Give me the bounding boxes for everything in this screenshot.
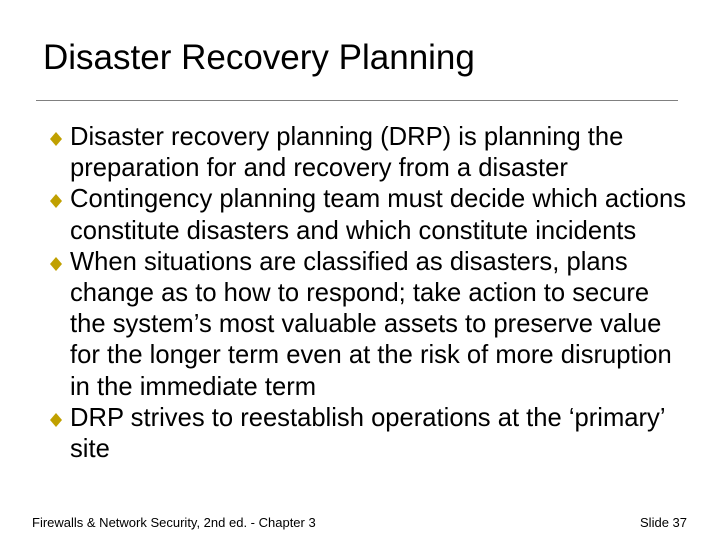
- bullet-text: Contingency planning team must decide which actions constitute disasters and which constitute incidents: [70, 185, 687, 245]
- bullet-item: [48, 184, 688, 246]
- diamond-bullet-icon: [50, 257, 62, 271]
- bullet-text: DRP strives to reestablish operations at the ‘primary’ site: [70, 403, 665, 464]
- title-divider: [36, 100, 678, 101]
- footer-slide-number: Slide 37: [640, 515, 687, 530]
- diamond-bullet-icon: [50, 194, 62, 208]
- bullet-item: [48, 122, 688, 184]
- diamond-bullet-icon: [50, 413, 62, 427]
- bullet-list: [48, 122, 688, 465]
- bullet-item: [48, 403, 688, 465]
- diamond-bullet-icon: [50, 132, 62, 146]
- footer-course-title: Firewalls & Network Security, 2nd ed. - Chapter 3: [32, 515, 316, 530]
- slide-title: Disaster Recovery Planning: [43, 38, 475, 77]
- bullet-text: When situations are classified as disasters, plans change as to how to respond; take action to secure the system’s most valuable assets to preserve value for the longer term even at the risk of more disruption in the immediate term: [70, 247, 672, 401]
- bullet-item: [48, 247, 688, 403]
- bullet-text: Disaster recovery planning (DRP) is planning the preparation for and recovery from a disaster: [70, 123, 624, 183]
